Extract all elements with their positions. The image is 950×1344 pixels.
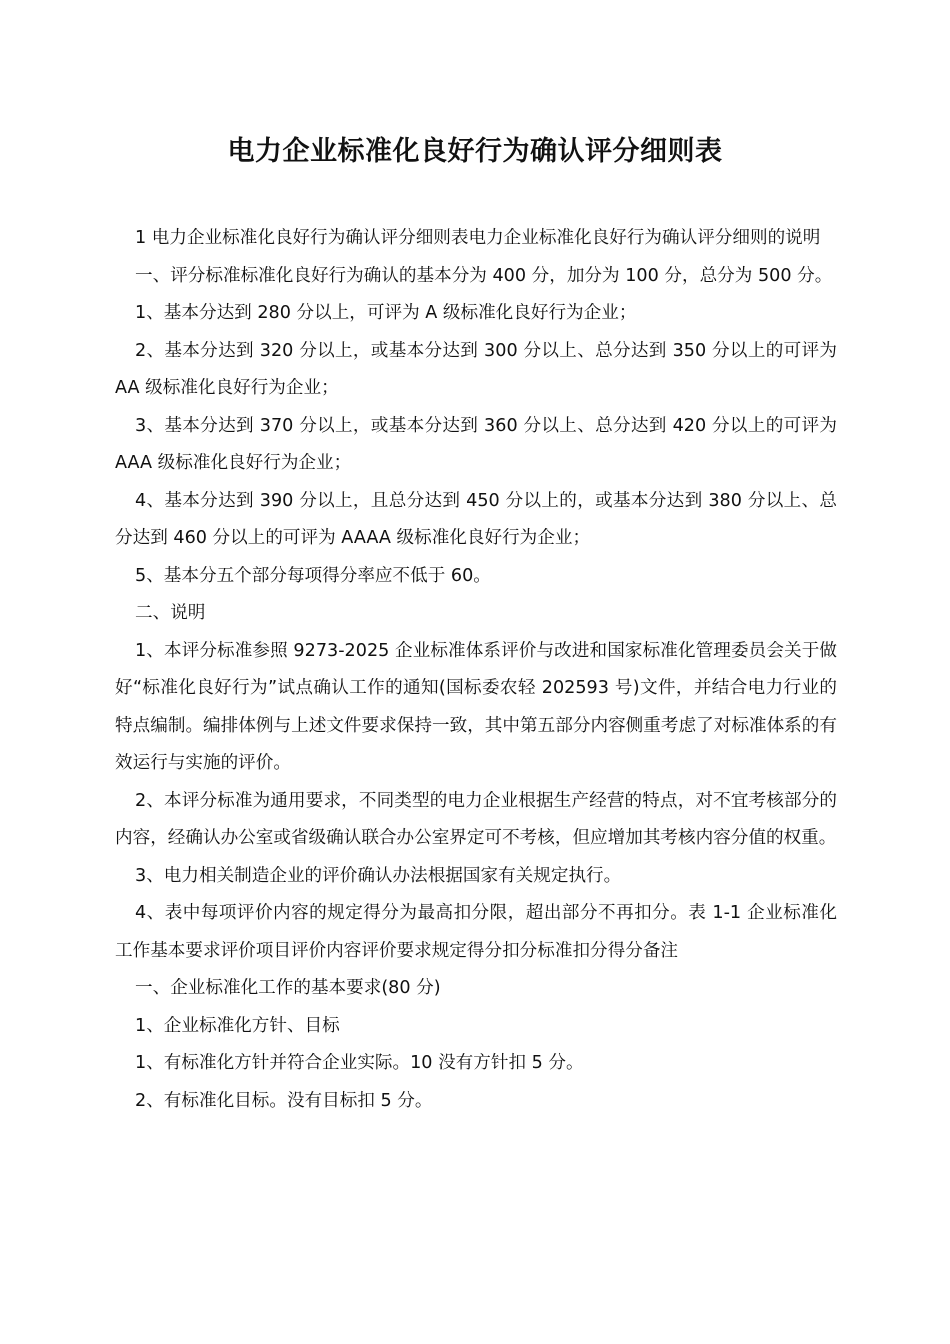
paragraph-level-aa: 2、基本分达到 320 分以上，或基本分达到 300 分以上、总分达到 350 分以上的可评为 AA 级标准化良好行为企业； — [115, 340, 837, 398]
paragraph-level-a: 1、基本分达到 280 分以上，可评为 A 级标准化良好行为企业； — [135, 303, 637, 323]
item-policy: 1、有标准化方针并符合企业实际。10 没有方针扣 5 分。 — [135, 1053, 584, 1073]
paragraph-note-4: 4、表中每项评价内容的规定得分为最高扣分限，超出部分不再扣分。表 1-1 企业标准化工作基本要求评价项目评价内容评价要求规定得分扣分标准扣分得分备注 — [115, 903, 837, 961]
document-title: 电力企业标准化良好行为确认评分细则表 — [227, 136, 723, 167]
section-heading-notes: 二、说明 — [135, 603, 206, 623]
paragraph-note-3: 3、电力相关制造企业的评价确认办法根据国家有关规定执行。 — [135, 865, 622, 886]
document-body — [115, 220, 837, 1120]
paragraph-level-aaa: 3、基本分达到 370 分以上，或基本分达到 360 分以上、总分达到 420 分以上的可评为 AAA 级标准化良好行为企业； — [115, 415, 837, 473]
paragraph-scoring-standard: 一、评分标准标准化良好行为确认的基本分为 400 分，加分为 100 分，总分为 500 分。 — [135, 265, 833, 286]
section-heading-basic-requirements: 一、企业标准化工作的基本要求(80 分) — [135, 978, 441, 998]
paragraph-intro: 1 电力企业标准化良好行为确认评分细则表电力企业标准化良好行为确认评分细则的说明 — [135, 228, 821, 248]
paragraph-level-aaaa: 4、基本分达到 390 分以上，且总分达到 450 分以上的，或基本分达到 380 分以上、总分达到 460 分以上的可评为 AAAA 级标准化良好行为企业； — [115, 490, 837, 548]
item-goals: 2、有标准化目标。没有目标扣 5 分。 — [135, 1090, 433, 1111]
paragraph-note-1: 1、本评分标准参照 9273-2025 企业标准体系评价与改进和国家标准化管理委员会关于做好“标准化良好行为”试点确认工作的通知(国标委农轻 202593 号)文件，并结合电力行业的特点编制。编排体例与上述文件要求保持一致，其中第五部分内容侧重考虑了对标准体系的有效运行与实施的评价。 — [115, 640, 837, 773]
paragraph-min-rate: 5、基本分五个部分每项得分率应不低于 60。 — [135, 565, 491, 586]
paragraph-note-2: 2、本评分标准为通用要求，不同类型的电力企业根据生产经营的特点，对不宜考核部分的内容，经确认办公室或省级确认联合办公室界定可不考核，但应增加其考核内容分值的权重。 — [115, 790, 837, 848]
subheading-policy-goals: 1、企业标准化方针、目标 — [135, 1015, 340, 1036]
